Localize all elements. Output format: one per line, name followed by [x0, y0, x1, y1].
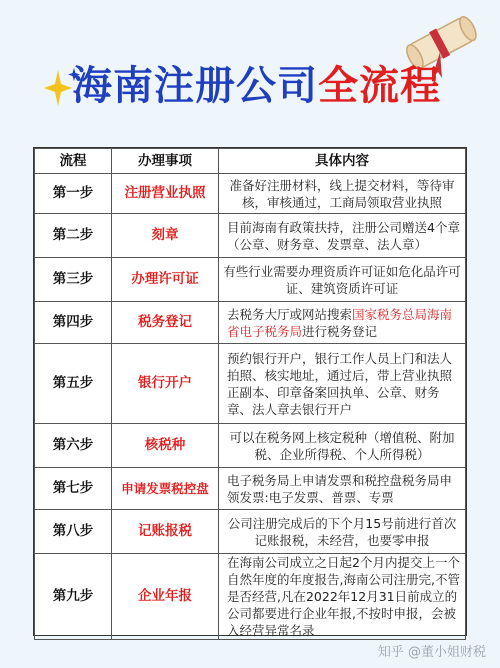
- item-label: 刻章: [112, 214, 219, 258]
- tax-bureau-name: 国家税务总局海南省电子税务局: [227, 306, 453, 339]
- item-label: 企业年报: [112, 554, 219, 640]
- content-text: 公司注册完成后的下个月15号前进行首次记账报税，未经营，也要零申报: [219, 510, 466, 554]
- item-label: 注册营业执照: [112, 174, 219, 214]
- table-row: [35, 214, 466, 258]
- content-text: 目前海南有政策扶持，注册公司赠送4个章（公章、财务章、发票章、法人章）: [219, 214, 466, 258]
- header-step: 流程: [35, 149, 112, 174]
- content-text: 可以在税务网上核定税种（增值税、附加税、企业所得税、个人所得税）: [219, 424, 466, 468]
- item-label: 税务登记: [112, 302, 219, 344]
- step-label: 第一步: [35, 174, 112, 214]
- process-table: [33, 147, 467, 636]
- table-row: [35, 510, 466, 554]
- content-text: 电子税务局上申请发票和税控盘税务局申领发票:电子发票、普票、专票: [219, 468, 466, 510]
- page-title: [72, 62, 441, 110]
- table-row: [35, 302, 466, 344]
- content-text: 有些行业需要办理资质许可证如危化品许可证、建筑资质许可证: [219, 258, 466, 302]
- content-text: [219, 302, 466, 344]
- table-row: [35, 258, 466, 302]
- header: [0, 0, 500, 140]
- item-label: 银行开户: [112, 344, 219, 424]
- content-text: 在海南公司成立之日起2个月内提交上一个自然年度的年度报告,海南公司注册完,不管是否经营,凡在2022年12月31日前成立的公司都要进行企业年报,不按时申报，会被入经营异常名录: [219, 554, 466, 640]
- title-part-blue: 海南注册公司: [72, 63, 318, 109]
- step-label: 第八步: [35, 510, 112, 554]
- content-text: 准备好注册材料，线上提交材料，等待审核，审核通过，工商局领取营业执照: [219, 174, 466, 214]
- step-label: 第四步: [35, 302, 112, 344]
- header-content: 具体内容: [219, 149, 466, 174]
- step-label: 第二步: [35, 214, 112, 258]
- content-text-part: 进行税务登记: [302, 323, 378, 339]
- content-text: 预约银行开户，银行工作人员上门和法人拍照、核实地址，通过后，带上营业执照正副本、印章备案回执单、公章、财务章、法人章去银行开户: [219, 344, 466, 424]
- item-label: 办理许可证: [112, 258, 219, 302]
- title-part-red: 全流程: [318, 63, 441, 109]
- content-text-part: 去税务大厅或网站搜索: [227, 306, 353, 322]
- table-row: [35, 174, 466, 214]
- table-row: [35, 468, 466, 510]
- step-label: 第五步: [35, 344, 112, 424]
- step-label: 第九步: [35, 554, 112, 640]
- item-label: 核税种: [112, 424, 219, 468]
- table-row: [35, 554, 466, 640]
- step-label: 第六步: [35, 424, 112, 468]
- header-item: 办理事项: [112, 149, 219, 174]
- item-label: 记账报税: [112, 510, 219, 554]
- step-label: 第三步: [35, 258, 112, 302]
- watermark: 知乎 @董小姐财税: [377, 645, 486, 660]
- table-header-row: [35, 149, 466, 174]
- step-label: 第七步: [35, 468, 112, 510]
- table-row: [35, 424, 466, 468]
- item-label: 申请发票税控盘: [112, 468, 219, 510]
- table-row: [35, 344, 466, 424]
